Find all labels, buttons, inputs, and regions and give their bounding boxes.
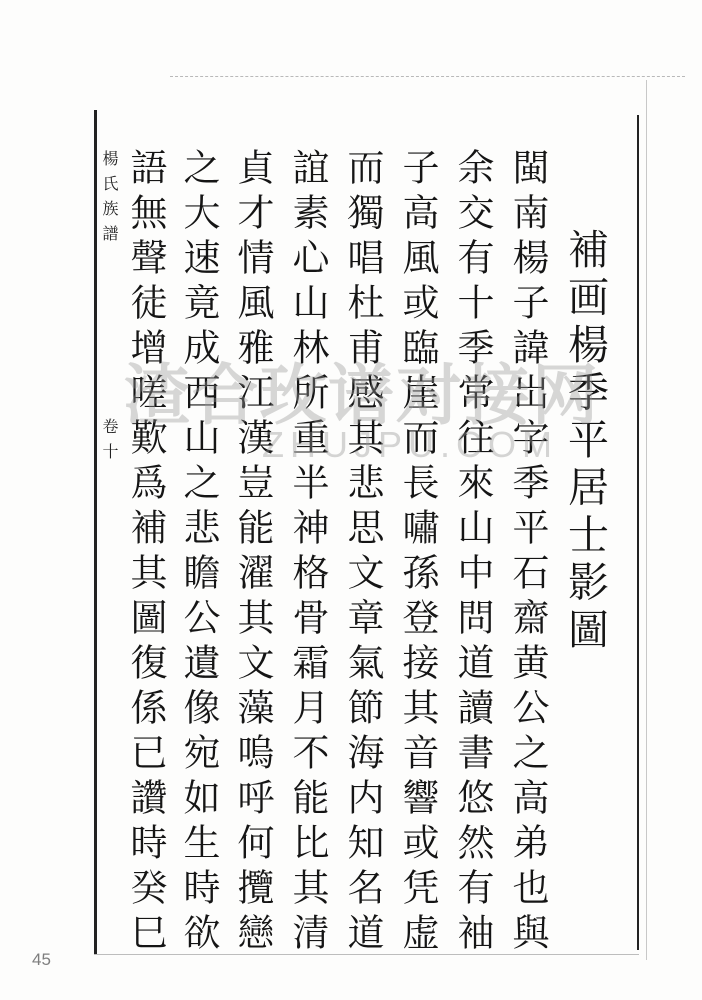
text-column-2: 余交有十季常往來山中問道讀書悠然有袖 (451, 148, 494, 958)
page-number: 45 (32, 950, 51, 969)
frame-border-left (94, 110, 97, 955)
watermark-main-text: 渣合玫谱对接网 (124, 357, 600, 434)
text-column-1: 閩南楊子諱岀字季平石齋黄公之高弟也與 (506, 148, 549, 958)
text-column-3: 子高風或臨崖而長嘯孫登接其音響或凭虚 (396, 148, 439, 958)
text-column-5: 誼素心山林所重半神格骨霜月不能比其清 (286, 148, 329, 958)
document-title: 補画楊季平居士影圖 (561, 228, 609, 656)
margin-volume: 卷十 (100, 418, 119, 468)
text-column-4: 而獨唱杜甫感其悲思文章氣節海内知名道 (341, 148, 384, 958)
page-top-edge (170, 76, 685, 77)
text-column-8: 語無聲徒增嗟歎爲補其圖復係已讚時癸巳 (124, 148, 167, 958)
text-column-7: 之大速竟成西山之悲瞻公遺像宛如生時欲 (177, 148, 220, 958)
page-fold-line (646, 80, 647, 960)
margin-book-title: 楊氏族譜 (100, 150, 119, 250)
text-column-6: 貞才情風雅江漢豈能濯其文藻嗚呼何攬戀 (231, 148, 274, 958)
watermark-url-text: ZHUJPU.COM (262, 424, 558, 465)
frame-border-right (637, 115, 639, 950)
